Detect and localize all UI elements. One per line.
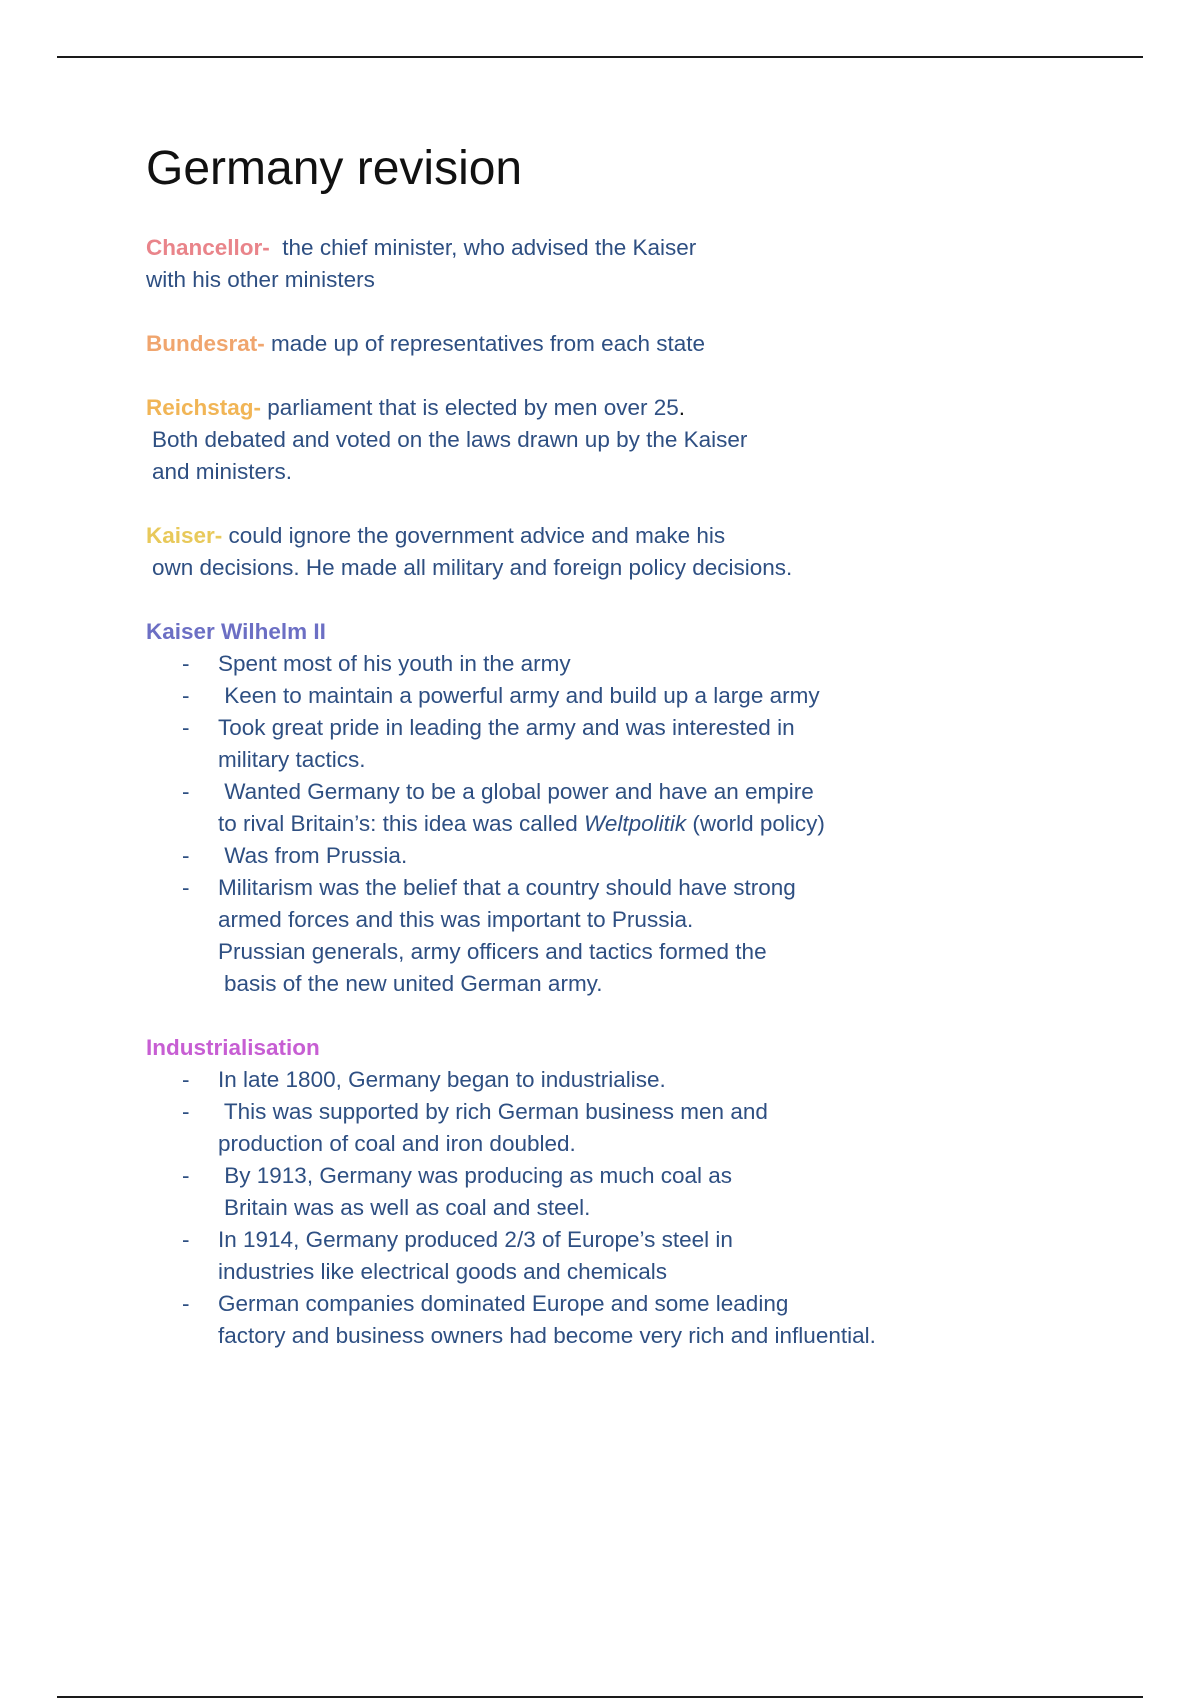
list-item-text: This was supported by rich German business men and [218, 1098, 768, 1124]
list-item-text: to rival Britain’s: this idea was called [218, 810, 584, 836]
list-item-text: military tactics. [218, 746, 366, 772]
bundesrat-text: made up of representatives from each state [264, 330, 705, 356]
weltpolitik-term: Weltpolitik [584, 810, 687, 836]
bottom-rule [57, 1696, 1143, 1698]
list-item-text: In late 1800, Germany began to industrialise. [218, 1066, 666, 1092]
section-heading-wilhelm: Kaiser Wilhelm II [146, 618, 326, 644]
kaiser-text-2: own decisions. He made all military and foreign policy decisions. [152, 554, 793, 580]
list-item [146, 648, 1146, 680]
list-item [146, 680, 1146, 712]
definition-bundesrat [146, 328, 1146, 360]
definition-kaiser [146, 520, 1146, 584]
list-item-text: industries like electrical goods and chemicals [218, 1258, 667, 1284]
reichstag-text: parliament that is elected by men over 25 [261, 394, 679, 420]
list-item-text: armed forces and this was important to Prussia. [218, 906, 694, 932]
list-item [146, 712, 1146, 776]
list-item [146, 776, 1146, 840]
list-item-text: In 1914, Germany produced 2/3 of Europe’s steel in [218, 1226, 733, 1252]
list-item [146, 1224, 1146, 1288]
term-kaiser: Kaiser- [146, 522, 223, 548]
term-reichstag: Reichstag- [146, 394, 262, 420]
list-item-text: Keen to maintain a powerful army and build up a large army [218, 682, 820, 708]
list-item [146, 1160, 1146, 1224]
list-item-text: Took great pride in leading the army and was interested in [218, 714, 795, 740]
document-body [146, 140, 1146, 1352]
wilhelm-list [146, 648, 1146, 1000]
list-item-text: production of coal and iron doubled. [218, 1130, 576, 1156]
list-item-text: (world policy) [686, 810, 825, 836]
list-item-text: factory and business owners had become very rich and influential. [218, 1322, 876, 1348]
list-item-text: Spent most of his youth in the army [218, 650, 571, 676]
list-item [146, 1064, 1146, 1096]
reichstag-period: . [678, 394, 686, 420]
list-item-text: Wanted Germany to be a global power and have an empire [218, 778, 814, 804]
notes [146, 232, 1146, 1352]
list-item [146, 1288, 1146, 1352]
list-item-text: Militarism was the belief that a country should have strong [218, 874, 796, 900]
top-rule [57, 56, 1143, 58]
chancellor-text-2: with his other ministers [146, 266, 375, 292]
list-item-text: Was from Prussia. [218, 842, 408, 868]
list-item [146, 872, 1146, 1000]
list-item-text: By 1913, Germany was producing as much coal as [218, 1162, 733, 1188]
definition-reichstag [146, 392, 1146, 488]
term-chancellor: Chancellor- [146, 234, 270, 260]
list-item-text: Prussian generals, army officers and tactics formed the [218, 938, 767, 964]
kaiser-text: could ignore the government advice and make his [222, 522, 726, 548]
list-item-text: basis of the new united German army. [224, 970, 603, 996]
list-item [146, 1096, 1146, 1160]
definition-chancellor [146, 232, 1146, 296]
list-item-text: Britain was as well as coal and steel. [224, 1194, 591, 1220]
list-item-text: German companies dominated Europe and some leading [218, 1290, 789, 1316]
chancellor-text: the chief minister, who advised the Kaiser [269, 234, 697, 260]
list-item [146, 840, 1146, 872]
reichstag-text-3: and ministers. [152, 458, 293, 484]
term-bundesrat: Bundesrat- [146, 330, 265, 356]
reichstag-text-2: Both debated and voted on the laws drawn up by the Kaiser [152, 426, 748, 452]
section-heading-industrialisation: Industrialisation [146, 1034, 320, 1060]
page-title: Germany revision [146, 142, 523, 195]
industrialisation-list [146, 1064, 1146, 1352]
